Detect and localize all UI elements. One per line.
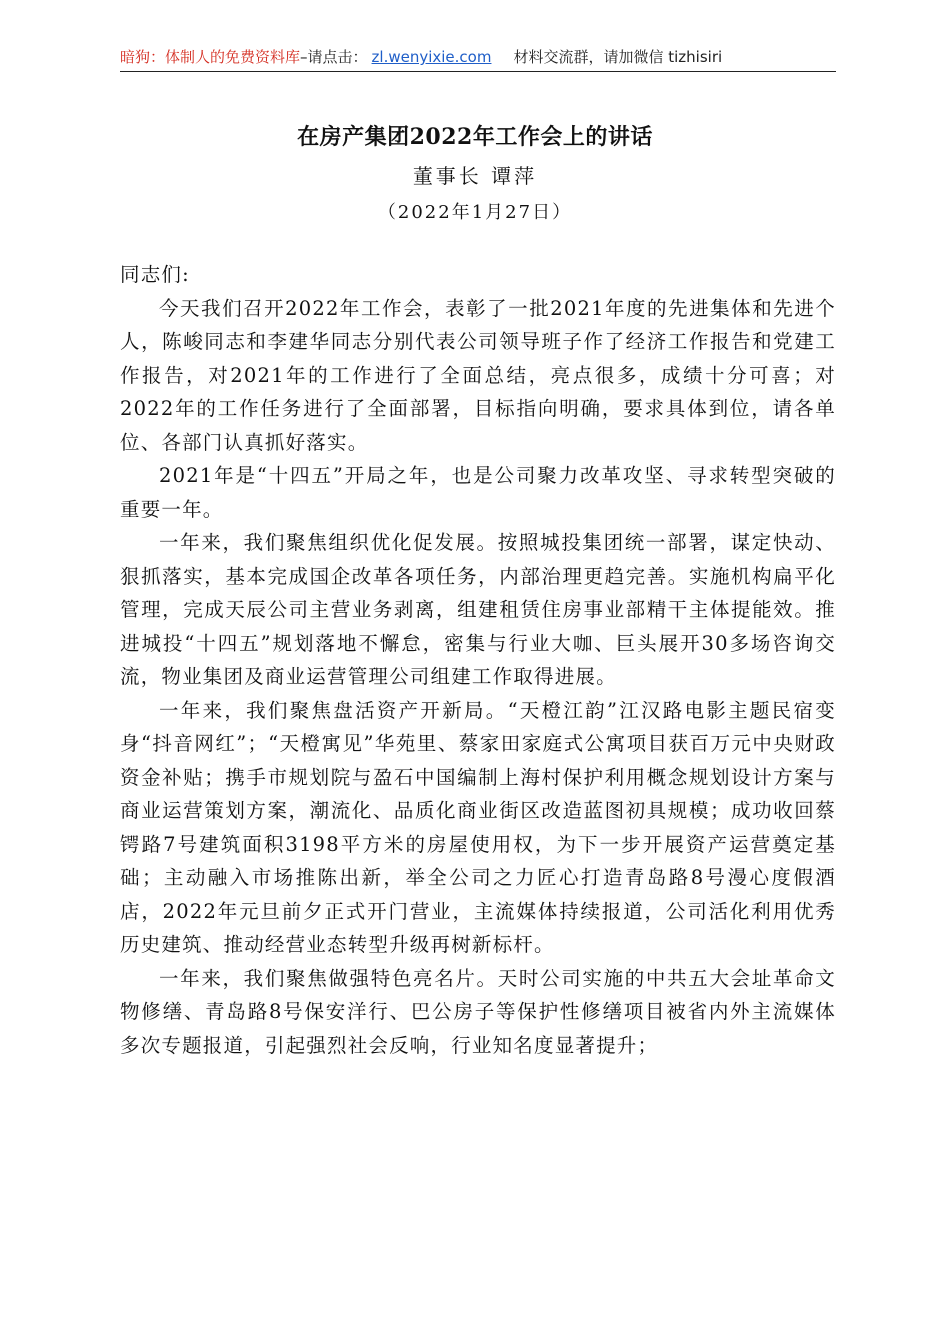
header-divider: [120, 71, 836, 72]
watermark-header: [120, 46, 836, 72]
header-group-note: 材料交流群，请加微信 tizhisiri: [513, 48, 723, 66]
paragraph: 一年来，我们聚焦盘活资产开新局。“天橙江韵”江汉路电影主题民宿变身“抖音网红”；“天橙寓见”华苑里、蔡家田家庭式公寓项目获百万元中央财政资金补贴；携手市规划院与盈石中国编制上海村保护利用概念规划设计方案与商业运营策划方案，潮流化、品质化商业街区改造蓝图初具规模；成功收回蔡锷路7号建筑面积3198平方米的房屋使用权，为下一步开展资产运营奠定基础；主动融入市场推陈出新，举全公司之力匠心打造青岛路8号漫心度假酒店，2022年元旦前夕正式开门营业，主流媒体持续报道，公司活化利用优秀历史建筑、推动经营业态转型升级再树新标杆。: [120, 698, 836, 956]
document-body: [120, 258, 836, 1062]
paragraph: 一年来，我们聚焦组织优化促发展。按照城投集团统一部署，谋定快动、狠抓落实，基本完成国企改革各项任务，内部治理更趋完善。实施机构扁平化管理，完成天辰公司主营业务剥离，组建租赁住房事业部精干主体提能效。推进城投“十四五”规划落地不懈怠，密集与行业大咖、巨头展开30多场咨询交流，物业集团及商业运营管理公司组建工作取得进展。: [120, 531, 836, 688]
greeting: 同志们:: [120, 263, 190, 286]
document-title: 在房产集团2022年工作会上的讲话: [297, 124, 653, 150]
paragraph: 今天我们召开2022年工作会，表彰了一批2021年度的先进集体和先进个人，陈峻同志和李建华同志分别代表公司领导班子作了经济工作报告和党建工作报告，对2021年的工作进行了全面总结，亮点很多，成绩十分可喜；对2022年的工作任务进行了全面部署，目标指向明确，要求具体到位，请各单位、各部门认真抓好落实。: [120, 296, 836, 454]
paragraph: 2021年是“十四五”开局之年，也是公司聚力改革攻坚、寻求转型突破的重要一年。: [120, 464, 836, 521]
header-prompt: –请点击：: [300, 48, 368, 66]
header-brand: 暗狗：体制人的免费资料库: [120, 48, 301, 66]
paragraph: 一年来，我们聚焦做强特色亮名片。天时公司实施的中共五大会址革命文物修缮、青岛路8号保安洋行、巴公房子等保护性修缮项目被省内外主流媒体多次专题报道，引起强烈社会反响，行业知名度显著提升；: [120, 966, 836, 1057]
document-date: （2022年1月27日）: [377, 202, 573, 223]
header-link[interactable]: zl.wenyixie.com: [371, 48, 492, 66]
document-author: 董事长 谭萍: [412, 164, 538, 188]
